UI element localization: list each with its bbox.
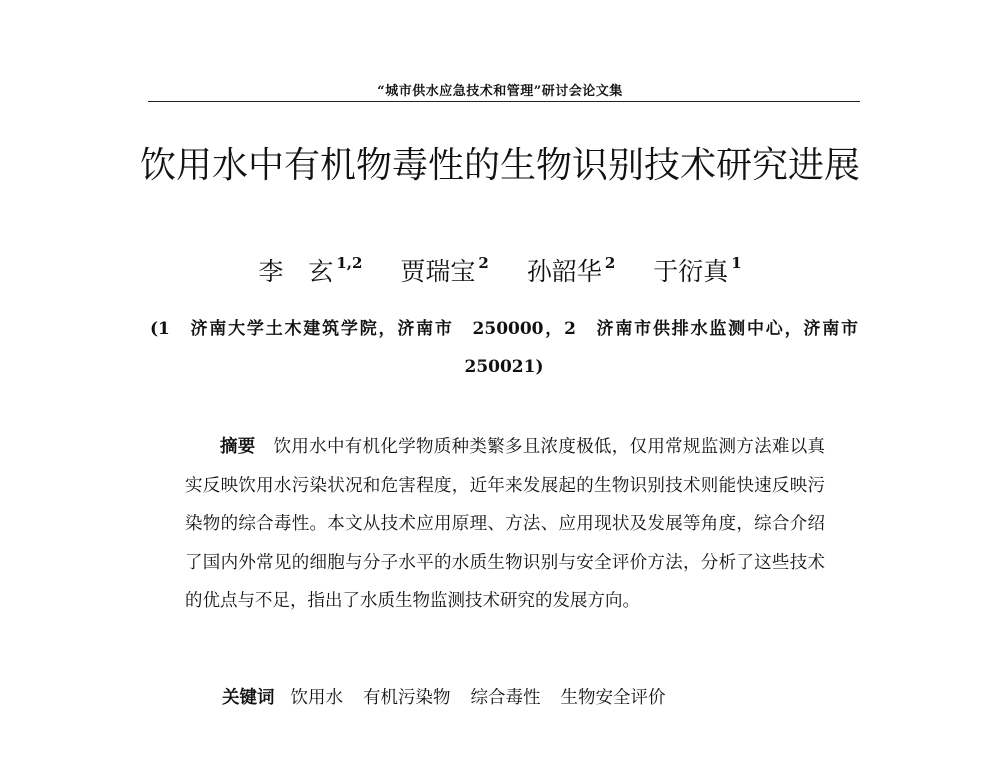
- author-affiliation-mark: 1,2: [336, 254, 363, 272]
- author: [653, 252, 741, 288]
- author: [400, 252, 488, 288]
- author-affiliation-mark: 2: [604, 254, 616, 272]
- keyword: 饮用水: [290, 688, 343, 708]
- author-affiliation-mark: 2: [478, 254, 489, 272]
- author-name: 李 玄: [258, 257, 334, 286]
- keywords: [222, 684, 686, 709]
- abstract-text: 饮用水中有机化学物质种类繁多且浓度极低，仅用常规监测方法难以真实反映饮用水污染状况和危害程度，近年来发展起的生物识别技术则能快速反映污染物的综合毒性。本文从技术应用原理、方法、应用现状及发展等角度，综合介绍了国内外常见的细胞与分子水平的水质生物识别与安全评价方法，分析了这些技术的优点与不足，指出了水质生物监测技术研究的发展方向。: [185, 437, 825, 611]
- keyword: 有机污染物: [363, 688, 451, 708]
- abstract-label: 摘要: [220, 437, 256, 457]
- header-rule: [148, 101, 860, 102]
- affiliations: (1 济南大学土木建筑学院，济南市 250000，2 济南市供排水监测中心，济南市 250021): [150, 319, 875, 377]
- abstract: [185, 428, 825, 621]
- keywords-label: 关键词: [222, 688, 275, 708]
- author: [527, 252, 615, 288]
- author: [258, 252, 362, 288]
- author-name: 孙韶华: [526, 257, 602, 286]
- keyword: 综合毒性: [470, 688, 541, 708]
- running-head: “城市供水应急技术和管理”研讨会论文集: [377, 84, 623, 99]
- author-affiliation-mark: 1: [731, 254, 742, 272]
- author-list: [0, 252, 1000, 288]
- author-name: 贾瑞宝: [400, 257, 476, 286]
- paper-title: 饮用水中有机物毒性的生物识别技术研究进展: [139, 145, 860, 186]
- keyword: 生物安全评价: [560, 688, 666, 708]
- author-name: 于衍真: [653, 257, 729, 286]
